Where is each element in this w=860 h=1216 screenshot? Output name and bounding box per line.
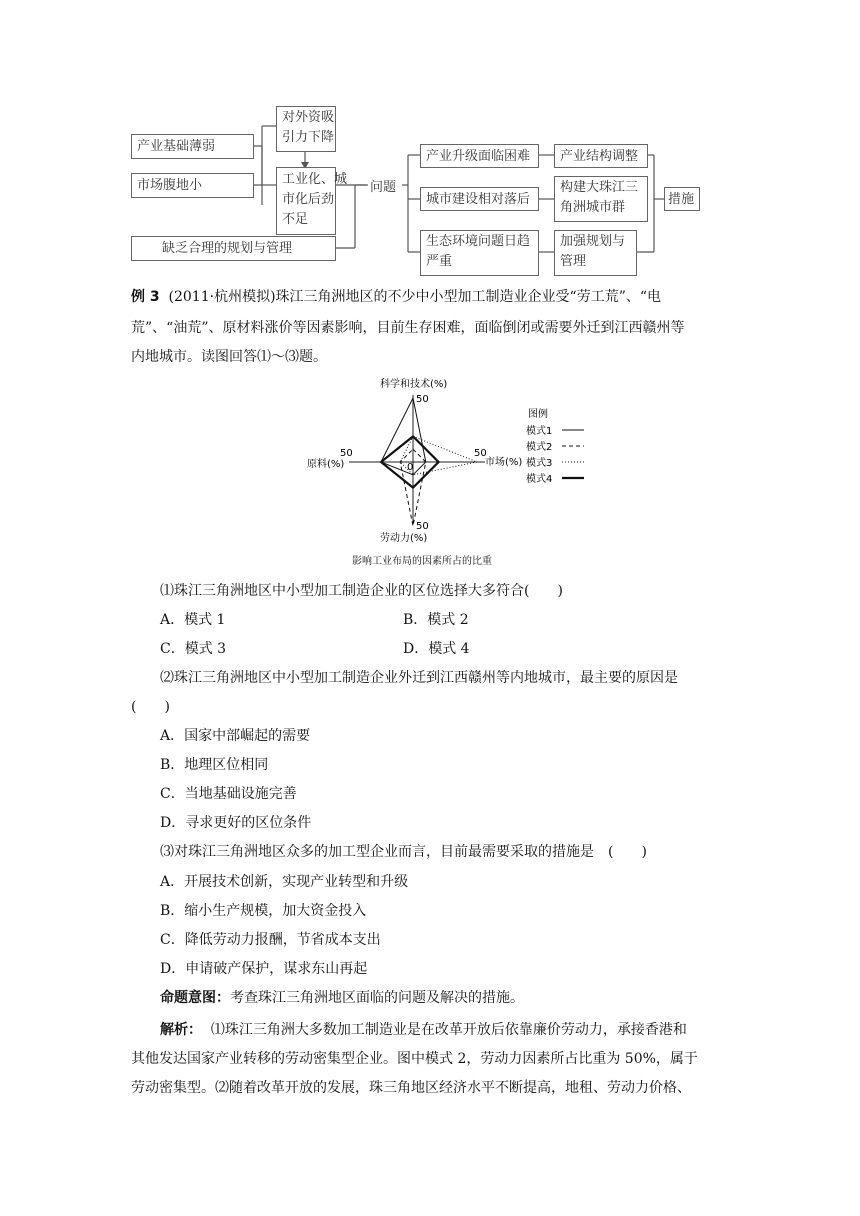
q2-option-c: C．当地基础设施完善 [160, 786, 297, 802]
axis-label-bottom: 劳动力(%) [380, 533, 428, 544]
legend-label-1: 模式1 [526, 426, 553, 437]
solution-plan-box [554, 230, 637, 276]
cause-weak-base-text: 产业基础薄弱 [137, 139, 216, 154]
analysis-text-3: 劳动密集型。⑵随着改革开放的发展，珠三角地区经济水平不断提高，地租、劳动力价格、 [131, 1080, 691, 1096]
problem-env-line-1: 生态环境问题日趋 [426, 234, 531, 249]
solution-plan-line-2: 管理 [560, 254, 587, 269]
problem-env-box [420, 230, 539, 276]
axis-max-top: 50 [416, 394, 429, 405]
radar-caption: 影响工业布局的因素所占的比重 [352, 556, 492, 567]
axis-max-left: 50 [340, 448, 353, 459]
intent-line [160, 988, 524, 1008]
q3-option-b: B．缩小生产规模，加大资金投入 [160, 903, 367, 919]
solution-plan-line-1: 加强规划与 [560, 234, 626, 249]
axis-label-top: 科学和技术(%) [380, 379, 448, 390]
q1-option-d: D．模式 4 [403, 641, 470, 657]
question-intro-3: 内地城市。读图回答⑴～⑶题。 [131, 349, 327, 365]
q3-option-d: D．申请破产保护，谋求东山再起 [160, 961, 368, 977]
cause-hinterland-box [131, 173, 254, 198]
investment-box [276, 106, 336, 152]
q2-stem-1: ⑵珠江三角洲地区中小型加工制造企业外迁到江西赣州等内地城市，最主要的原因是 [160, 670, 678, 686]
legend-label-4: 模式4 [526, 474, 553, 485]
q2-option-d: D．寻求更好的区位条件 [160, 815, 312, 831]
axis-label-left: 原料(%) [307, 459, 345, 470]
q1-option-b: B．模式 2 [403, 612, 469, 628]
q3-option-a: A．开展技术创新，实现产业转型和升级 [160, 874, 409, 890]
solution-adjust-box [554, 144, 648, 168]
radar-svg [300, 375, 600, 545]
radar-axes [349, 395, 485, 523]
axis-max-right: 50 [474, 448, 487, 459]
measures-box [664, 187, 700, 211]
q2-option-a: A．国家中部崛起的需要 [160, 728, 311, 744]
radar-series-1 [381, 398, 426, 475]
problem-upgrade-text: 产业升级面临困难 [426, 149, 531, 164]
axis-label-right: 市场(%) [485, 457, 523, 468]
legend-label-2: 模式2 [526, 442, 553, 453]
cause-weak-base-box [131, 134, 254, 159]
q1-option-a: A．模式 1 [160, 612, 226, 628]
analysis-line-1 [160, 1020, 687, 1040]
axis-center: 0 [407, 462, 414, 473]
solution-cluster-box [554, 176, 648, 222]
analysis-text-1: ⑴珠江三角洲大多数加工制造业是在改革开放后依靠廉价劳动力，承接香港和 [210, 1022, 687, 1038]
problem-env-line-2: 严重 [426, 254, 453, 269]
cause-hinterland-text: 市场腹地小 [137, 178, 203, 193]
analysis-text-2: 其他发达国家产业转移的劳动密集型企业。图中模式 2，劳动力因素所占比重为 50%，属于 [131, 1051, 698, 1067]
q1-option-c: C．模式 3 [160, 641, 227, 657]
radar-legend [526, 424, 584, 485]
problem-label: 问题 [370, 180, 397, 195]
q1-stem: ⑴珠江三角洲地区中小型加工制造企业的区位选择大多符合( ) [160, 583, 563, 599]
q2-stem-2: ( ) [131, 699, 170, 715]
intent-text: 考查珠江三角洲地区面临的问题及解决的措施。 [230, 990, 524, 1006]
problem-city-text: 城市建设相对落后 [426, 192, 531, 207]
solution-cluster-line-1: 构建大珠江三 [560, 180, 639, 195]
q3-option-c: C．降低劳动力报酬，节省成本支出 [160, 932, 381, 948]
cause-planning-text: 缺乏合理的规划与管理 [162, 241, 293, 256]
problem-upgrade-box [420, 144, 539, 168]
legend-title: 图例 [528, 409, 548, 420]
solution-cluster-line-2: 角洲城市群 [560, 200, 626, 215]
question-intro-1: (2011·杭州模拟)珠江三角洲地区的不少中小型加工制造业企业受“劳工荒”、“电 [168, 289, 662, 305]
industrialization-line-1: 工业化、城 [282, 172, 348, 187]
measures-text: 措施 [668, 192, 695, 207]
industrialization-line-3: 不足 [282, 212, 309, 227]
problem-city-box [420, 187, 539, 211]
legend-label-3: 模式3 [526, 458, 553, 469]
question-intro-2: 荒”、“油荒”、原材料涨价等因素影响，目前生存困难，面临倒闭或需要外迁到江西赣州等 [131, 320, 685, 336]
industrialization-line-2: 市化后劲 [282, 192, 335, 207]
cause-planning-box [131, 236, 336, 261]
q2-option-b: B．地理区位相同 [160, 757, 269, 773]
question-intro-line-1 [131, 287, 661, 307]
axis-max-bottom: 50 [416, 521, 429, 532]
investment-line-2: 引力下降 [282, 130, 335, 145]
investment-line-1: 对外资吸 [282, 110, 335, 125]
example-label: 例 3 [131, 289, 160, 305]
solution-adjust-text: 产业结构调整 [560, 149, 639, 164]
q3-stem: ⑶对珠江三角洲地区众多的加工型企业而言，目前最需要采取的措施是 ( ) [160, 844, 647, 860]
analysis-label: 解析： [160, 1022, 202, 1038]
intent-label: 命题意图： [160, 990, 230, 1006]
industrialization-box [276, 167, 348, 235]
